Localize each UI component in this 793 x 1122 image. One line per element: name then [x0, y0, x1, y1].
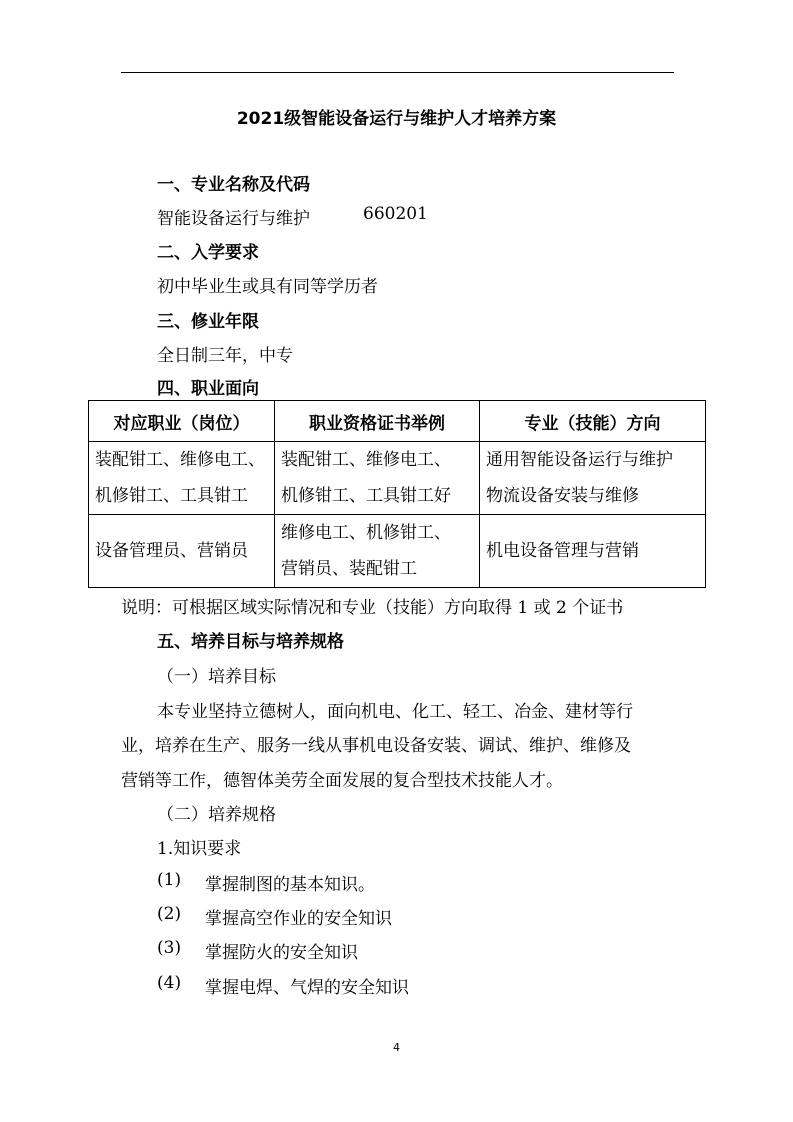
list-item: 掌握制图的基本知识。 [205, 875, 375, 895]
table-cell-certificate [275, 442, 480, 515]
admission-requirement: 初中毕业生或具有同等学历者 [157, 277, 378, 297]
table-note: 说明：可根据区域实际情况和专业（技能）方向取得 1 或 2 个证书 [121, 598, 624, 618]
major-code: 660201 [363, 204, 428, 224]
section-2-heading: 二、入学要求 [157, 243, 259, 263]
list-item: 掌握高空作业的安全知识 [205, 909, 392, 929]
cell-line: 机修钳工、工具钳工好 [281, 486, 451, 506]
cell-line: 通用智能设备运行与维护 [486, 450, 673, 470]
cell-line: 机电设备管理与营销 [486, 541, 639, 561]
section-3-heading: 三、修业年限 [157, 312, 259, 332]
document-title: 2021级智能设备运行与维护人才培养方案 [236, 109, 557, 129]
goal-line: 业，培养在生产、服务一线从事机电设备安装、调试、维护、维修及 [121, 736, 631, 756]
list-item-number: (1) [157, 870, 182, 890]
list-item-number: (2) [157, 904, 182, 924]
table-row [89, 442, 706, 515]
major-name: 智能设备运行与维护 [157, 209, 310, 229]
subsection-spec-heading: （二）培养规格 [157, 805, 276, 825]
cell-line: 设备管理员、营销员 [95, 541, 248, 561]
table-cell-direction [480, 442, 706, 515]
page-number: 4 [393, 1041, 400, 1054]
goal-line: 营销等工作，德智体美劳全面发展的复合型技术技能人才。 [121, 771, 563, 791]
cell-line: 营销员、装配钳工 [281, 559, 417, 579]
cell-line: 物流设备安装与维修 [486, 486, 639, 506]
list-item: 掌握电焊、气焊的安全知识 [205, 978, 409, 998]
header-rule [121, 72, 674, 73]
subsection-goal-heading: （一）培养目标 [157, 667, 276, 687]
career-table [88, 400, 706, 588]
table-cell-occupation [89, 515, 275, 588]
table-header-certificate: 职业资格证书举例 [275, 401, 480, 442]
table-cell-direction [480, 515, 706, 588]
cell-line: 装配钳工、维修电工、 [95, 450, 265, 470]
cell-line: 装配钳工、维修电工、 [281, 450, 451, 470]
table-header-occupation: 对应职业（岗位） [89, 401, 275, 442]
table-header-row [89, 401, 706, 442]
knowledge-title: 1.知识要求 [157, 839, 242, 859]
cell-line: 机修钳工、工具钳工 [95, 486, 248, 506]
list-item-number: (4) [157, 973, 182, 993]
table-row [89, 515, 706, 588]
list-item: 掌握防火的安全知识 [205, 943, 358, 963]
section-1-heading: 一、专业名称及代码 [157, 175, 310, 195]
list-item-number: (3) [157, 938, 182, 958]
section-4-heading: 四、职业面向 [157, 379, 259, 399]
cell-line: 维修电工、机修钳工、 [281, 523, 451, 543]
table-cell-occupation [89, 442, 275, 515]
study-duration: 全日制三年，中专 [157, 346, 293, 366]
section-5-heading: 五、培养目标与培养规格 [157, 632, 344, 652]
goal-line: 本专业坚持立德树人，面向机电、化工、轻工、冶金、建材等行 [157, 702, 633, 722]
table-header-direction: 专业（技能）方向 [480, 401, 706, 442]
table-cell-certificate [275, 515, 480, 588]
